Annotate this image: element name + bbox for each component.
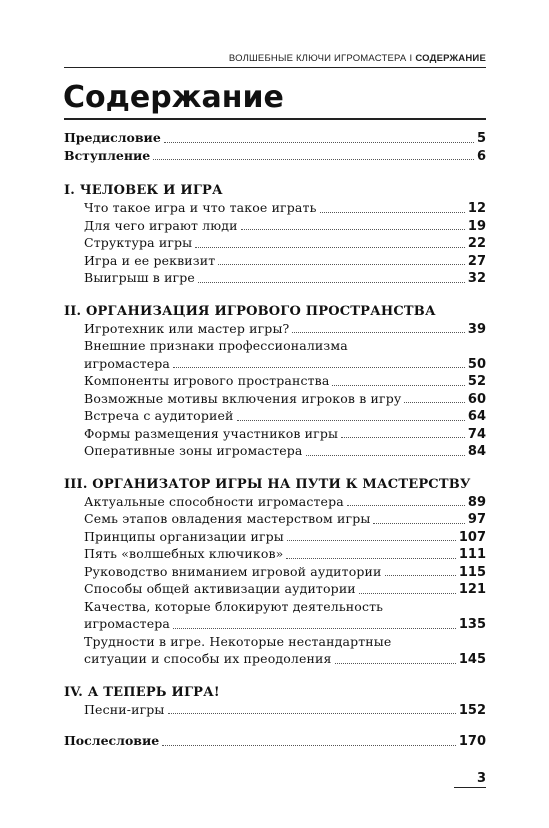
toc-entry-label: Руководство вниманием игровой аудитории <box>84 563 382 579</box>
toc-leader-dots <box>162 744 456 746</box>
page-title: Содержание <box>63 80 284 115</box>
toc-entry[interactable] <box>64 235 486 253</box>
toc-entry[interactable] <box>64 511 486 529</box>
toc-entry-multiline[interactable] <box>64 599 486 634</box>
section-spacer <box>64 461 486 475</box>
page-number-rule <box>454 787 486 788</box>
running-head-separator: I <box>409 53 413 64</box>
toc-entry[interactable] <box>64 616 486 634</box>
toc-entry[interactable] <box>64 581 486 599</box>
toc-leader-dots <box>292 331 464 333</box>
toc-entry-page: 50 <box>467 356 486 372</box>
toc-leader-dots <box>153 158 474 160</box>
running-head-book-title: ВОЛШЕБНЫЕ КЛЮЧИ ИГРОМАСТЕРА <box>228 53 407 64</box>
toc-entry-label: Для чего играют люди <box>84 217 238 233</box>
toc-entry-multiline[interactable] <box>64 634 486 669</box>
toc-entry-label: Что такое игра и что такое играть <box>84 200 317 215</box>
toc-entry[interactable] <box>64 408 486 426</box>
running-head <box>64 53 486 64</box>
toc-entry[interactable] <box>64 270 486 288</box>
toc-entry-page: 115 <box>458 564 486 580</box>
toc-leader-dots <box>341 436 465 438</box>
toc-entry-page: 6 <box>476 148 486 164</box>
toc-entry-label: ситуации и способы их преодоления <box>84 651 332 666</box>
toc-leader-dots <box>195 246 465 248</box>
toc-entry-label: игромастера <box>84 355 171 371</box>
toc-leader-dots <box>373 522 464 524</box>
toc-part-heading: III. ОРГАНИЗАТОР ИГРЫ НА ПУТИ К МАСТЕРСТВУ <box>64 476 471 492</box>
toc-entry-label: Оперативные зоны игромастера <box>84 443 303 458</box>
toc-entry[interactable] <box>64 733 486 751</box>
toc-entry-label: Формы размещения участников игры <box>84 425 339 441</box>
toc-entry-label: Способы общей активизации аудитории <box>84 581 356 596</box>
toc-leader-dots <box>320 211 465 213</box>
toc-leader-dots <box>168 712 456 714</box>
toc-entry-label: Компоненты игрового пространства <box>84 373 330 388</box>
toc-leader-dots <box>359 592 456 594</box>
toc-leader-dots <box>404 401 465 403</box>
toc-entry[interactable] <box>64 546 486 564</box>
toc-leader-dots <box>347 504 465 506</box>
toc-entry-page: 74 <box>467 426 486 442</box>
toc-entry-page: 111 <box>458 547 486 562</box>
toc-entry-label-line1: Качества, которые блокируют деятельность <box>84 598 384 614</box>
toc-entry-page: 170 <box>458 734 486 749</box>
toc-part-heading: II. ОРГАНИЗАЦИЯ ИГРОВОГО ПРОСТРАНСТВА <box>64 303 436 319</box>
toc-entry-page: 52 <box>467 374 486 389</box>
toc-entry-label: Игротехник или мастер игры? <box>84 320 290 336</box>
section-spacer <box>64 165 486 181</box>
toc-entry[interactable] <box>64 494 486 512</box>
toc-entry-page: 60 <box>467 391 486 407</box>
toc-entry-label: Предисловие <box>64 130 161 145</box>
toc-entry[interactable] <box>64 529 486 547</box>
toc-entry-page: 19 <box>467 218 486 234</box>
toc-entry[interactable] <box>64 130 486 148</box>
toc-entry-page: 22 <box>467 236 486 251</box>
toc-entry[interactable] <box>64 702 486 720</box>
toc-entry[interactable] <box>64 321 486 339</box>
toc-entry-label: Вступление <box>64 147 151 163</box>
toc-entry-label: игромастера <box>84 616 171 631</box>
toc-entry[interactable] <box>64 651 486 669</box>
toc-entry-label: Встреча с аудиторией <box>84 408 234 423</box>
toc-entry-page: 89 <box>467 494 486 510</box>
toc-entry-label: Выигрыш в игре <box>84 270 195 285</box>
toc-entry-label: Песни-игры <box>84 701 165 717</box>
toc-entry-label: Структура игры <box>84 235 193 250</box>
toc-leader-dots <box>218 263 465 265</box>
toc-entry[interactable] <box>64 356 486 374</box>
running-head-rule <box>64 67 486 68</box>
toc-part-heading: I. ЧЕЛОВЕК И ИГРА <box>64 183 223 198</box>
toc-entry-page: 64 <box>467 409 486 424</box>
toc-entry-page: 145 <box>458 652 486 667</box>
toc-entry[interactable] <box>64 564 486 582</box>
toc-entry[interactable] <box>64 200 486 218</box>
table-of-contents <box>64 130 486 751</box>
section-spacer <box>64 669 486 683</box>
toc-entry-label: Семь этапов овладения мастерством игры <box>84 511 371 526</box>
toc-entry-label: Пять «волшебных ключиков» <box>84 546 284 561</box>
section-spacer <box>64 719 486 733</box>
toc-entry[interactable] <box>64 443 486 461</box>
toc-part-heading: IV. А ТЕПЕРЬ ИГРА! <box>64 684 220 700</box>
toc-entry-page: 135 <box>458 617 486 632</box>
toc-entry-label: Игра и ее реквизит <box>84 252 216 268</box>
title-rule <box>64 118 486 120</box>
toc-entry-label-line1: Трудности в игре. Некоторые нестандартные <box>84 633 392 649</box>
toc-leader-dots <box>241 228 465 230</box>
toc-entry-label: Послесловие <box>64 733 160 748</box>
toc-leader-dots <box>237 419 465 421</box>
toc-entry-label: Актуальные способности игромастера <box>84 493 344 509</box>
toc-entry-label: Принципы организации игры <box>84 528 284 544</box>
toc-entry-page: 32 <box>467 271 486 286</box>
toc-leader-dots <box>385 574 456 576</box>
toc-leader-dots <box>164 141 474 143</box>
toc-entry-page: 5 <box>476 131 486 146</box>
toc-leader-dots <box>287 539 456 541</box>
toc-entry[interactable] <box>64 426 486 444</box>
toc-leader-dots <box>286 557 455 559</box>
toc-entry-page: 121 <box>458 582 486 597</box>
toc-entry-label: Возможные мотивы включения игроков в игру <box>84 390 402 406</box>
toc-entry-page: 27 <box>467 253 486 269</box>
toc-entry-page: 97 <box>467 512 486 527</box>
toc-entry-page: 107 <box>458 529 486 545</box>
toc-leader-dots <box>198 281 465 283</box>
toc-entry-page: 152 <box>458 702 486 718</box>
toc-entry[interactable] <box>64 391 486 409</box>
toc-entry[interactable] <box>64 373 486 391</box>
toc-leader-dots <box>173 627 456 629</box>
toc-leader-dots <box>306 454 465 456</box>
toc-entry-multiline[interactable] <box>64 338 486 373</box>
toc-entry[interactable] <box>64 218 486 236</box>
toc-leader-dots <box>335 662 456 664</box>
toc-entry-label-line1: Внешние признаки профессионализма <box>84 338 348 353</box>
toc-leader-dots <box>332 384 464 386</box>
toc-entry[interactable] <box>64 148 486 166</box>
page-number: 3 <box>476 771 486 786</box>
running-head-section: СОДЕРЖАНИЕ <box>415 53 486 64</box>
toc-entry-page: 12 <box>467 201 486 216</box>
toc-entry-page: 39 <box>467 321 486 337</box>
toc-entry[interactable] <box>64 253 486 271</box>
toc-leader-dots <box>173 366 465 368</box>
toc-entry-page: 84 <box>467 444 486 459</box>
section-spacer <box>64 288 486 302</box>
